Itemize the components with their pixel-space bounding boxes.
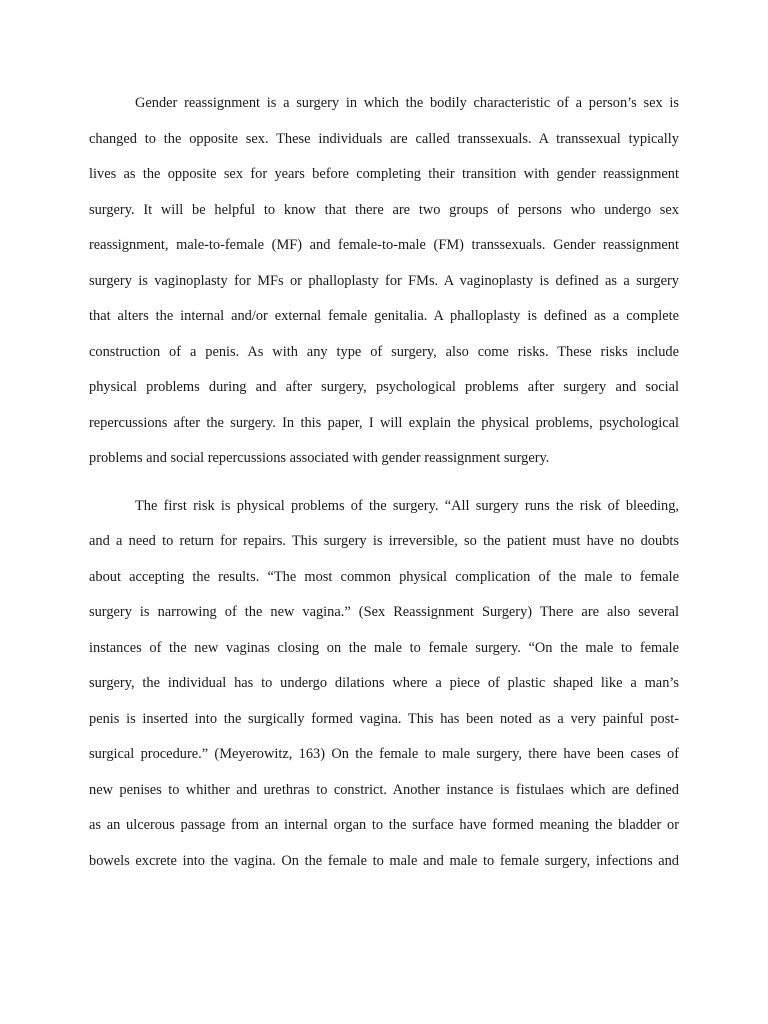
text-line: surgery is narrowing of the new vagina.” (Sex Reassignment Surgery) There are also several (89, 604, 679, 620)
text-line: reassignment, male-to-female (MF) and female-to-male (FM) transsexuals. Gender reassignment (89, 237, 679, 253)
text-line: problems and social repercussions associated with gender reassignment surgery. (89, 450, 550, 466)
text-line: The first risk is physical problems of the surgery. “All surgery runs the risk of bleeding, (135, 497, 679, 514)
text-line: penis is inserted into the surgically formed vagina. This has been noted as a very painful post- (89, 710, 679, 727)
paragraph-2 (89, 498, 679, 889)
text-line: surgical procedure.” (Meyerowitz, 163) On the female to male surgery, there have been cases of (89, 746, 679, 762)
text-line: about accepting the results. “The most common physical complication of the male to female (89, 568, 679, 585)
text-line: physical problems during and after surgery, psychological problems after surgery and social (89, 379, 679, 395)
paragraph-1 (89, 95, 679, 486)
text-line: new penises to whither and urethras to constrict. Another instance is fistulaes which are defined (89, 781, 679, 798)
text-line: repercussions after the surgery. In this paper, I will explain the physical problems, psychological (89, 414, 679, 431)
text-line: Gender reassignment is a surgery in which the bodily characteristic of a person’s sex is (135, 95, 679, 111)
text-line: bowels excrete into the vagina. On the female to male and male to female surgery, infections and (89, 852, 679, 869)
text-line: and a need to return for repairs. This surgery is irreversible, so the patient must have no doubts (89, 533, 679, 549)
text-line: changed to the opposite sex. These individuals are called transsexuals. A transsexual typically (89, 130, 679, 147)
document-body (89, 95, 679, 888)
text-line: construction of a penis. As with any type of surgery, also come risks. These risks include (89, 343, 679, 360)
text-line: instances of the new vaginas closing on the male to female surgery. “On the male to female (89, 639, 679, 656)
text-line: as an ulcerous passage from an internal organ to the surface have formed meaning the bladder or (89, 817, 679, 833)
paragraph-spacer (89, 486, 679, 498)
text-line: lives as the opposite sex for years before completing their transition with gender reassignment (89, 166, 679, 182)
text-line: that alters the internal and/or external female genitalia. A phalloplasty is defined as a complete (89, 308, 679, 324)
text-line: surgery. It will be helpful to know that there are two groups of persons who undergo sex (89, 201, 679, 218)
text-line: surgery is vaginoplasty for MFs or phalloplasty for FMs. A vaginoplasty is defined as a surgery (89, 272, 679, 289)
text-line: surgery, the individual has to undergo dilations where a piece of plastic shaped like a man’s (89, 675, 679, 691)
